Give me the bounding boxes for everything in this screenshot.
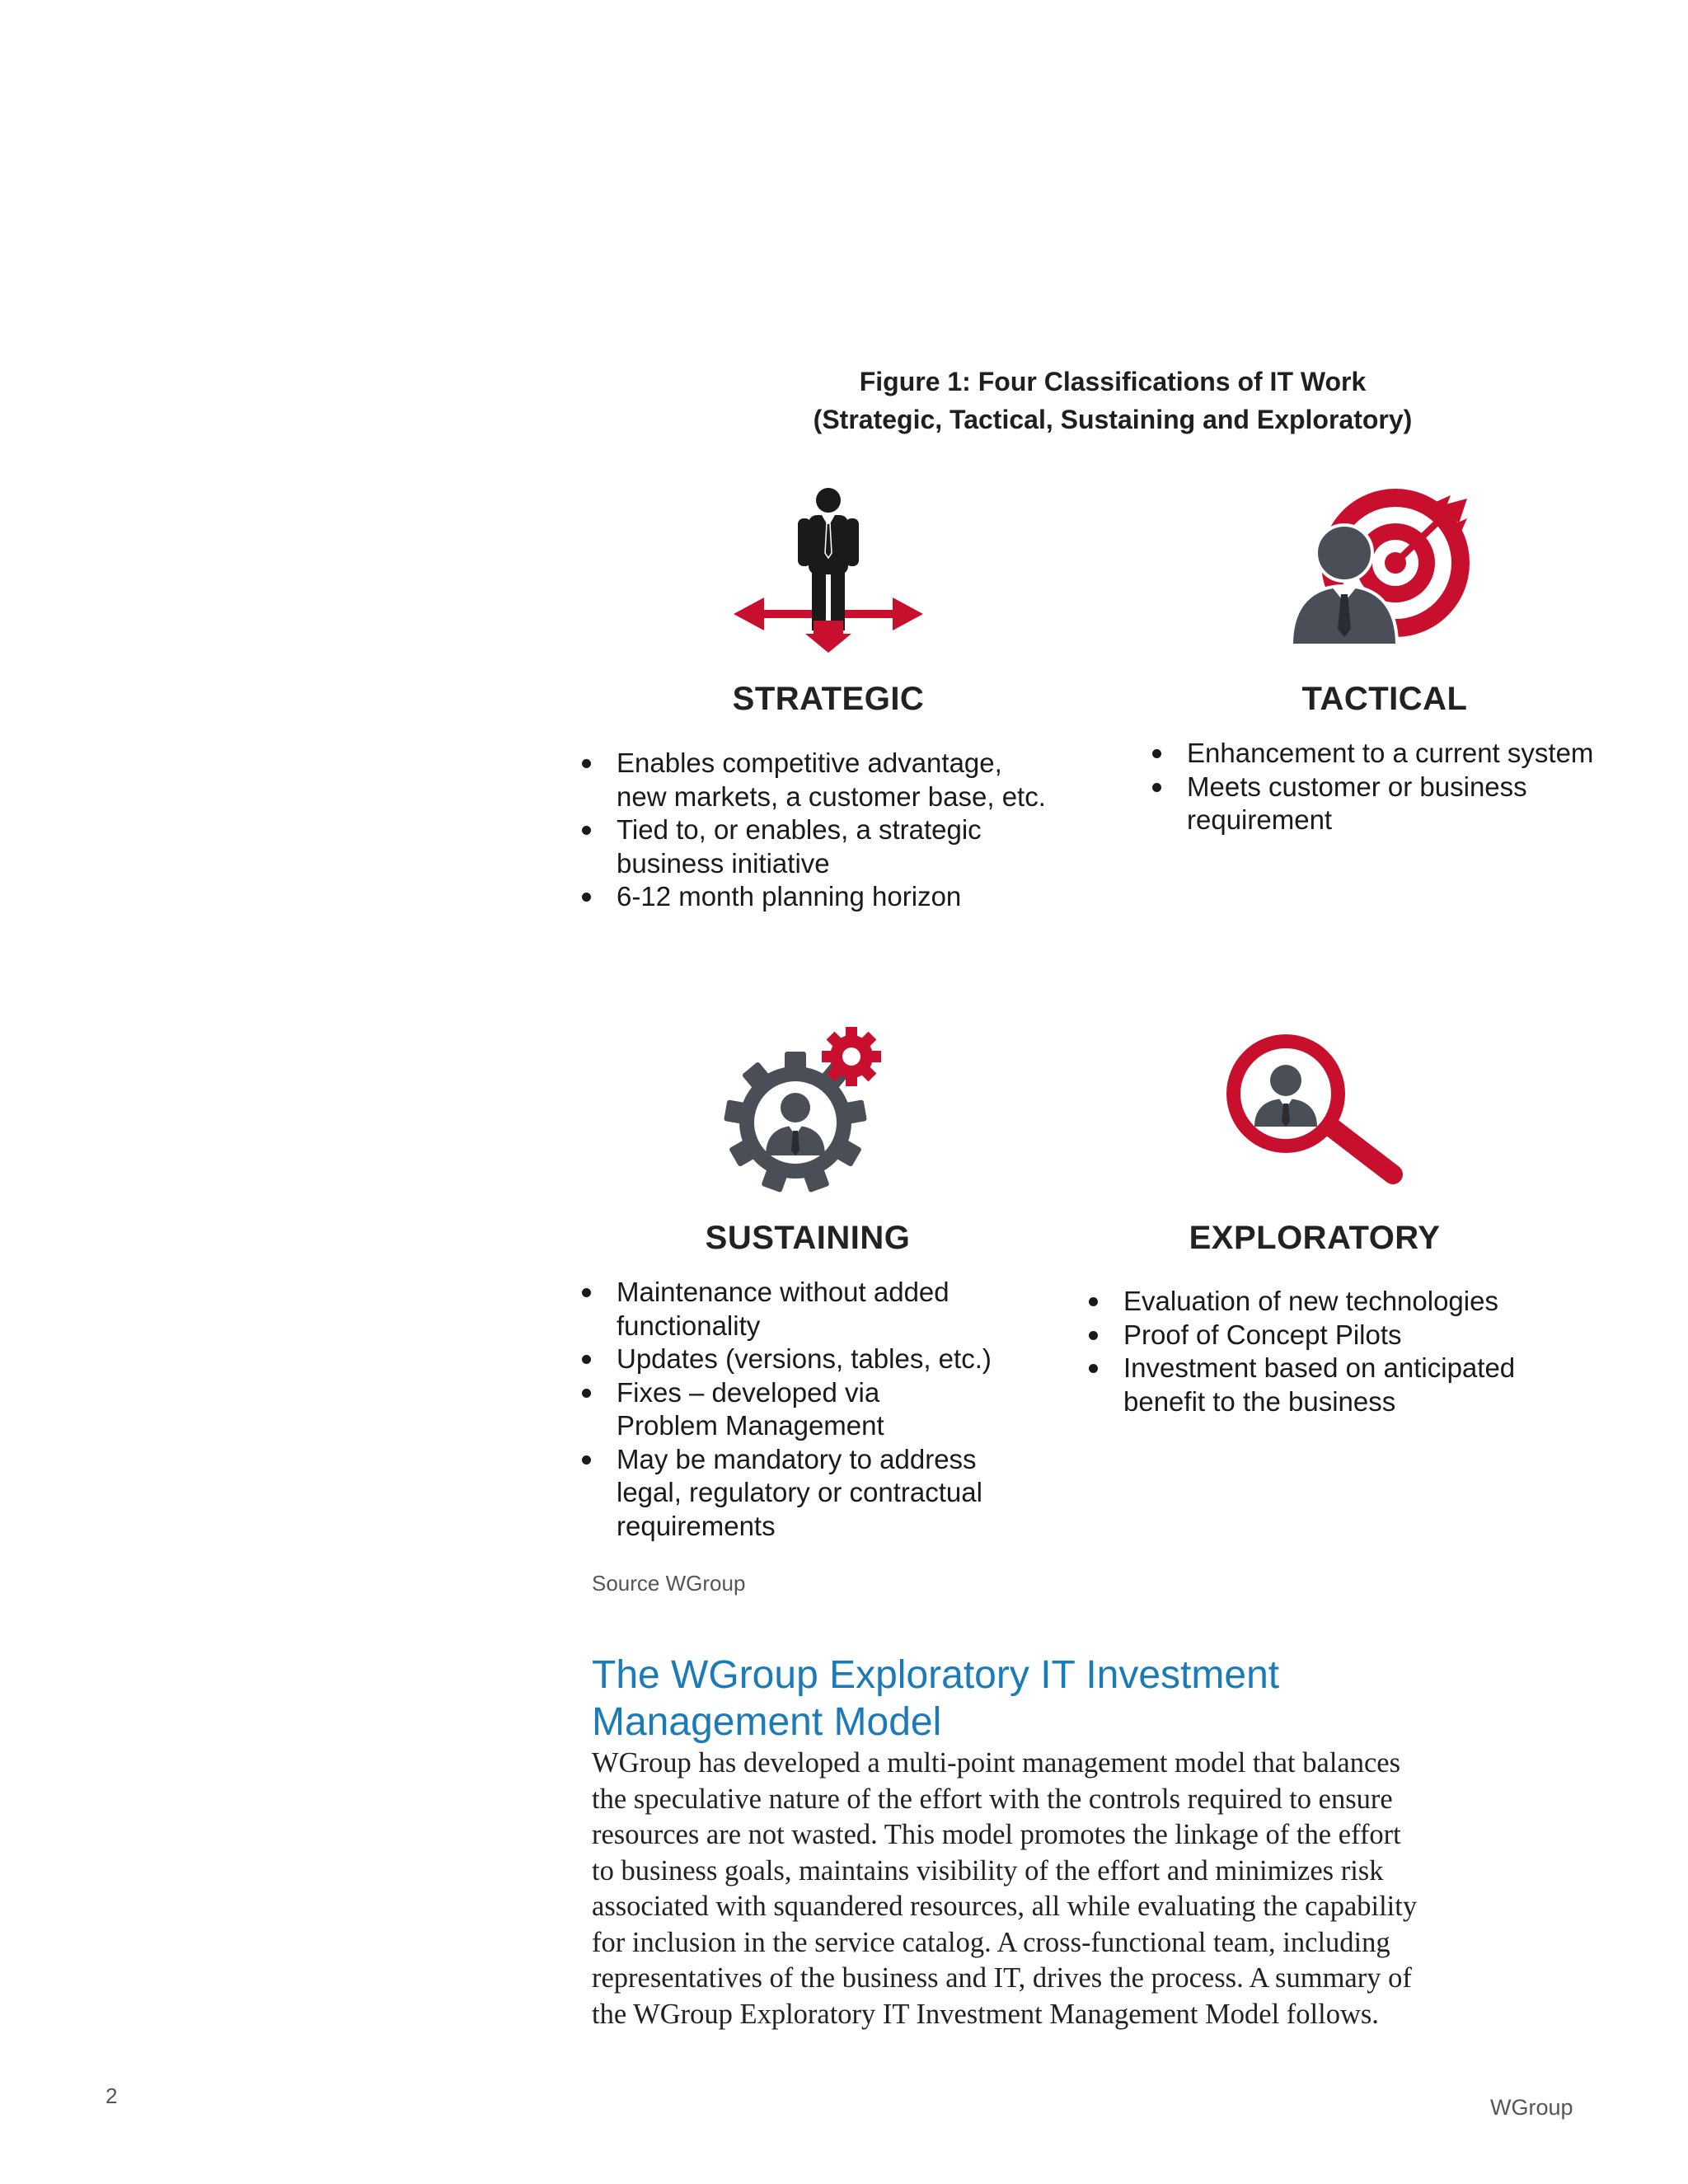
figure-title	[577, 363, 1648, 438]
list-item: Meets customer or business requirement	[1149, 771, 1643, 837]
list-item: 6-12 month planning horizon	[579, 880, 1106, 914]
list-item: Updates (versions, tables, etc.)	[579, 1343, 1090, 1376]
list-item: Enables competitive advantage, new markets, a customer base, etc.	[579, 747, 1106, 813]
paragraph-line: WGroup has developed a multi-point management model that balances	[592, 1747, 1401, 1779]
body-paragraph	[592, 1746, 1482, 2032]
section-title-line-2: Management Model	[592, 1700, 942, 1744]
businessman-crossroads-icon	[729, 482, 927, 655]
footer-brand: WGroup	[1490, 2095, 1573, 2120]
list-item: Maintenance without added functionality	[579, 1276, 1090, 1343]
paragraph-line: associated with squandered resources, all while evaluating the capability	[592, 1891, 1418, 1922]
list-item: May be mandatory to address legal, regulatory or contractual requirements	[579, 1443, 1090, 1544]
paragraph-line: the speculative nature of the effort with the controls required to ensure	[592, 1783, 1393, 1815]
sustaining-bullet-list	[579, 1276, 1090, 1543]
tactical-bullet-list	[1149, 737, 1643, 837]
list-item: Evaluation of new technologies	[1085, 1285, 1613, 1319]
page-number: 2	[106, 2083, 118, 2108]
businessman-gear-icon	[705, 1022, 894, 1195]
section-title-line-1: The WGroup Exploratory IT Investment	[592, 1653, 1280, 1697]
list-item: Fixes – developed via Problem Management	[579, 1376, 1090, 1443]
businessman-magnifier-icon	[1220, 1034, 1409, 1191]
strategic-bullet-list	[579, 747, 1106, 914]
paragraph-line: for inclusion in the service catalog. A cross-functional team, including	[592, 1926, 1390, 1958]
list-item: Tied to, or enables, a strategic business initiative	[579, 813, 1106, 880]
paragraph-line: the WGroup Exploratory IT Investment Management Model follows.	[592, 1998, 1379, 2030]
section-title	[592, 1652, 1498, 1746]
figure-source: Source WGroup	[592, 1571, 746, 1596]
list-item: Enhancement to a current system	[1149, 737, 1643, 771]
quadrant-heading-strategic: STRATEGIC	[732, 681, 925, 717]
paragraph-line: to business goals, maintains visibility of the effort and minimizes risk	[592, 1854, 1384, 1886]
paragraph-line: resources are not wasted. This model promotes the linkage of the effort	[592, 1819, 1401, 1850]
paragraph-line: representatives of the business and IT, drives the process. A summary of	[592, 1962, 1412, 1994]
list-item: Investment based on anticipated benefit to the business	[1085, 1352, 1613, 1418]
businessman-target-icon	[1290, 489, 1479, 654]
figure-title-line-1: Figure 1: Four Classifications of IT Work	[859, 367, 1367, 396]
quadrant-heading-sustaining: SUSTAINING	[705, 1220, 911, 1256]
figure-title-line-2: (Strategic, Tactical, Sustaining and Exploratory)	[813, 405, 1413, 434]
exploratory-bullet-list	[1085, 1285, 1613, 1418]
quadrant-heading-tactical: TACTICAL	[1301, 681, 1468, 717]
list-item: Proof of Concept Pilots	[1085, 1319, 1613, 1352]
quadrant-heading-exploratory: EXPLORATORY	[1189, 1220, 1441, 1256]
